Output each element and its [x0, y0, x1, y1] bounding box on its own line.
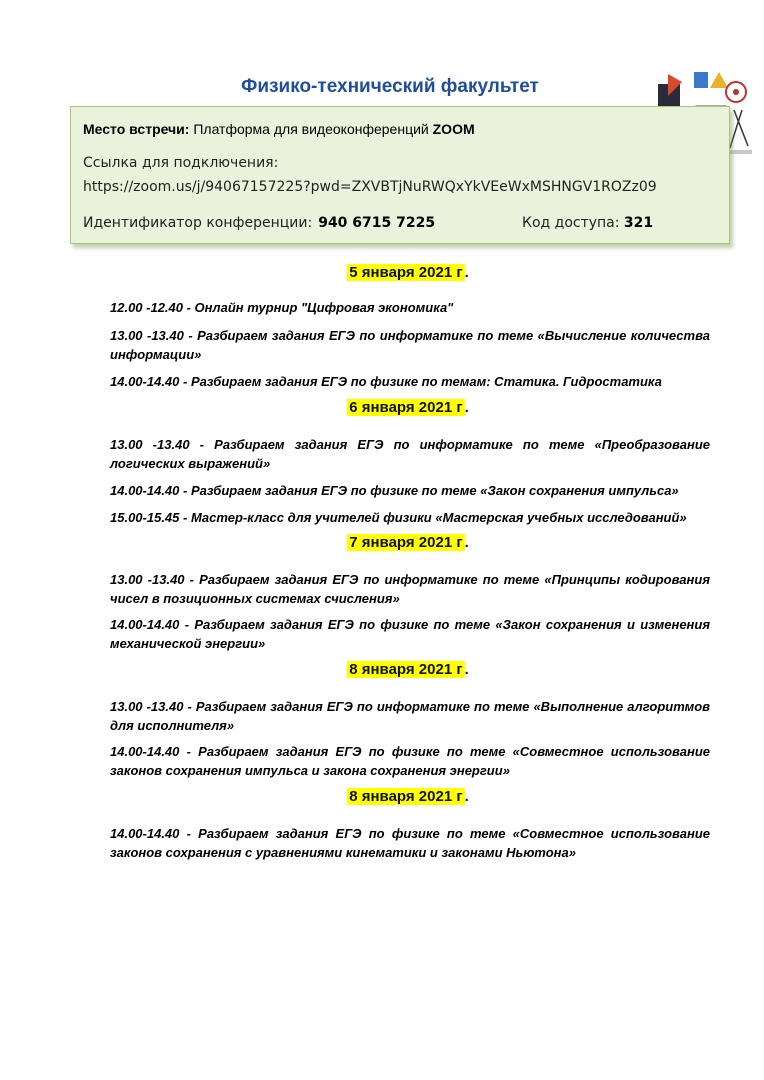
- day-date: 8 января 2021 г .: [349, 788, 469, 805]
- event-item: 13.00 -13.40 - Разбираем задания ЕГЭ по информатике по теме «Выполнение алгоритмов для исполнителя»: [110, 699, 710, 733]
- conference-id: [83, 215, 435, 231]
- event-item: 15.00-15.45 - Мастер-класс для учителей физики «Мастерская учебных исследований»: [110, 510, 687, 525]
- zoom-link[interactable]: https://zoom.us/j/94067157225?pwd=ZXVBTjNuRWQxYkVEeWxMSHNGV1ROZz09: [83, 179, 657, 195]
- conference-id-label: Идентификатор конференции:: [83, 215, 313, 231]
- event-item: 14.00-14.40 - Разбираем задания ЕГЭ по физике по теме «Совместное использование законов сохранения импульса и закона сохранения энергии»: [110, 744, 710, 778]
- event-item: 13.00 -13.40 - Разбираем задания ЕГЭ по информатике по теме «Вычисление количества информации»: [110, 328, 710, 362]
- access-code-value: 321: [623, 215, 654, 231]
- place-platform: ZOOM: [432, 121, 475, 137]
- event-item: 14.00-14.40 - Разбираем задания ЕГЭ по физике по темам: Статика. Гидростатика: [110, 374, 662, 389]
- day-date: 5 января 2021 г .: [349, 264, 469, 281]
- day-date: 8 января 2021 г .: [349, 661, 469, 678]
- event-item: 12.00 -12.40 - Онлайн турнир "Цифровая экономика": [110, 300, 454, 315]
- day-date: 6 января 2021 г .: [349, 399, 469, 416]
- access-code: [522, 215, 653, 231]
- link-label: Ссылка для подключения:: [83, 155, 279, 171]
- day-date: 7 января 2021 г .: [349, 534, 469, 551]
- page-title: Физико-технический факультет: [241, 76, 539, 97]
- access-code-label: Код доступа:: [522, 215, 620, 231]
- event-item: 13.00 -13.40 - Разбираем задания ЕГЭ по информатике по теме «Преобразование логических выражений»: [110, 437, 710, 471]
- place-label: Место встречи:: [83, 121, 190, 137]
- meeting-place: [83, 121, 475, 137]
- event-item: 14.00-14.40 - Разбираем задания ЕГЭ по физике по теме «Закон сохранения импульса»: [110, 483, 679, 498]
- event-item: 13.00 -13.40 - Разбираем задания ЕГЭ по информатике по теме «Принципы кодирования чисел в позиционных системах счисления»: [110, 572, 710, 606]
- event-item: 14.00-14.40 - Разбираем задания ЕГЭ по физике по теме «Закон сохранения и изменения механической энергии»: [110, 617, 710, 651]
- meeting-info-box: [70, 106, 730, 244]
- event-item: 14.00-14.40 - Разбираем задания ЕГЭ по физике по теме «Совместное использование законов сохранения с уравнениями кинематики и законами Ньютона»: [110, 826, 710, 860]
- place-text: Платформа для видеоконференций: [193, 121, 429, 137]
- conference-id-value: 940 6715 7225: [318, 215, 436, 231]
